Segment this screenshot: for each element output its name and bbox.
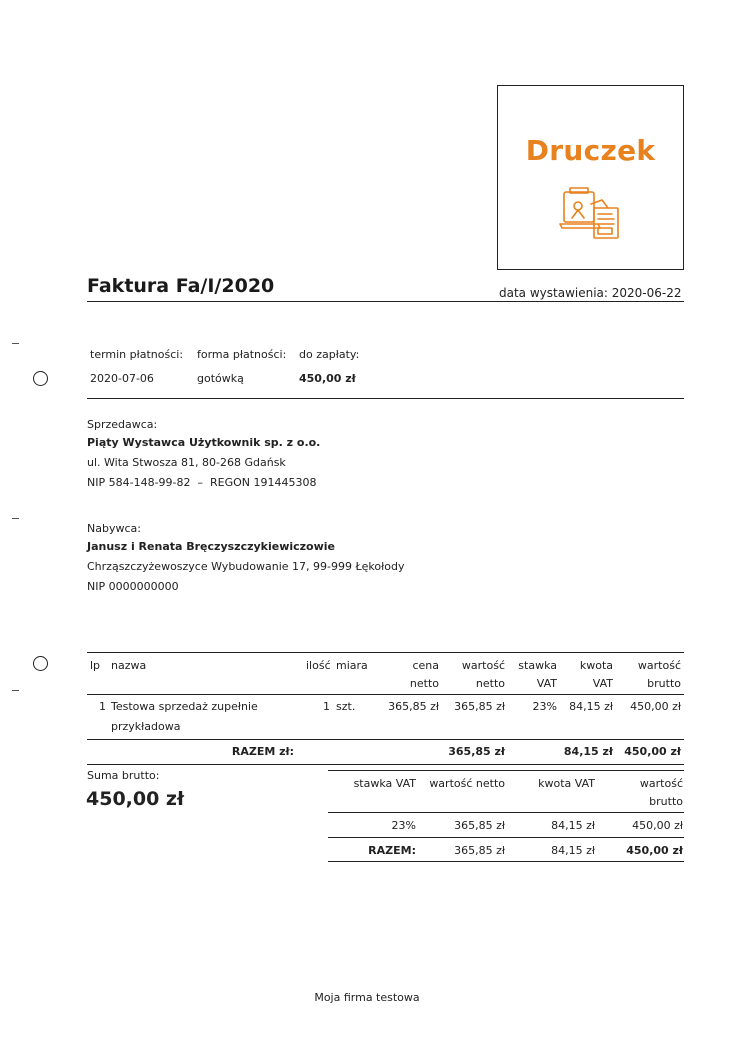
gross-sum-label: Suma brutto:: [87, 769, 160, 782]
payment-due-value: 2020-07-06: [90, 372, 154, 385]
total-gross-value: 450,00 zł: [624, 745, 681, 758]
vat-total-label: RAZEM:: [368, 844, 416, 857]
col-net-value: wartość: [461, 659, 505, 672]
fold-mark: [12, 690, 19, 691]
seller-label: Sprzedawca:: [87, 418, 158, 431]
divider: [87, 301, 684, 302]
vat-col-gross: brutto: [649, 795, 683, 808]
fold-mark: [12, 343, 19, 344]
vat-col-vat: kwota VAT: [538, 777, 595, 790]
divider: [328, 812, 684, 813]
invoice-title: Faktura Fa/I/2020: [87, 275, 275, 297]
col-gross-value: brutto: [647, 677, 681, 690]
row-vat-amount: 84,15 zł: [569, 700, 613, 713]
divider: [328, 837, 684, 838]
issue-date-label: data wystawienia:: [499, 286, 608, 300]
buyer-name: Janusz i Renata Bręczyszczykiewiczowie: [87, 540, 336, 553]
issue-date-value: 2020-06-22: [611, 286, 682, 300]
vat-row-net: 365,85 zł: [454, 819, 505, 832]
col-vat-rate: VAT: [536, 677, 557, 690]
vat-col-net: wartość netto: [429, 777, 505, 790]
col-net-value: netto: [475, 677, 505, 690]
to-pay-label: do zapłaty:: [299, 348, 360, 361]
fold-mark: [12, 518, 19, 519]
col-unit: miara: [336, 659, 368, 672]
divider: [87, 694, 684, 695]
punch-hole-mark: [33, 371, 48, 386]
to-pay-value: 450,00 zł: [299, 372, 356, 385]
row-gross-value: 450,00 zł: [630, 700, 681, 713]
divider: [87, 764, 684, 765]
total-label: RAZEM zł:: [231, 745, 294, 758]
divider: [328, 770, 684, 771]
col-lp: lp: [90, 659, 101, 672]
col-vat-amount: kwota: [579, 659, 613, 672]
logo-text: Druczek: [525, 134, 656, 167]
vat-total-net: 365,85 zł: [454, 844, 505, 857]
row-net-price: 365,85 zł: [388, 700, 439, 713]
buyer-ids: NIP 0000000000: [87, 580, 179, 593]
payment-method-label: forma płatności:: [197, 348, 287, 361]
col-name: nazwa: [111, 659, 147, 672]
col-gross-value: wartość: [637, 659, 681, 672]
row-unit: szt.: [336, 700, 356, 713]
vat-row-rate: 23%: [391, 819, 416, 832]
issue-date: [499, 286, 682, 300]
total-net-value: 365,85 zł: [448, 745, 505, 758]
col-net-price: cena: [412, 659, 439, 672]
punch-hole-mark: [33, 656, 48, 671]
buyer-label: Nabywca:: [87, 522, 141, 535]
row-name: przykładowa: [111, 720, 181, 733]
col-vat-amount: VAT: [592, 677, 613, 690]
payment-due-label: termin płatności:: [90, 348, 184, 361]
printer-documents-icon: [558, 186, 624, 242]
vat-row-vat: 84,15 zł: [551, 819, 595, 832]
vat-col-rate: stawka VAT: [353, 777, 416, 790]
divider: [328, 861, 684, 862]
col-qty: ilość: [306, 659, 331, 672]
payment-method-value: gotówką: [197, 372, 244, 385]
divider: [87, 739, 684, 740]
vat-row-gross: 450,00 zł: [632, 819, 683, 832]
row-qty: 1: [323, 700, 330, 713]
row-name: Testowa sprzedaż zupełnie: [111, 700, 258, 713]
buyer-address: Chrząszczyżewoszyce Wybudowanie 17, 99-999 Łękołody: [87, 560, 405, 573]
items-table-top-border: [87, 652, 684, 653]
row-net-value: 365,85 zł: [454, 700, 505, 713]
vat-total-vat: 84,15 zł: [551, 844, 595, 857]
logo: [497, 85, 684, 270]
col-net-price: netto: [409, 677, 439, 690]
seller-ids: NIP 584-148-99-82 – REGON 191445308: [87, 476, 317, 489]
row-lp: 1: [99, 700, 106, 713]
seller-name: Piąty Wystawca Użytkownik sp. z o.o.: [87, 436, 321, 449]
vat-col-gross: wartość: [639, 777, 683, 790]
vat-total-gross: 450,00 zł: [626, 844, 683, 857]
gross-sum-value: 450,00 zł: [86, 788, 185, 810]
col-vat-rate: stawka: [518, 659, 557, 672]
footer-text: Moja firma testowa: [314, 991, 420, 1004]
row-vat-rate: 23%: [532, 700, 557, 713]
total-vat-amount: 84,15 zł: [563, 745, 613, 758]
seller-address: ul. Wita Stwosza 81, 80-268 Gdańsk: [87, 456, 286, 469]
divider: [87, 398, 684, 399]
